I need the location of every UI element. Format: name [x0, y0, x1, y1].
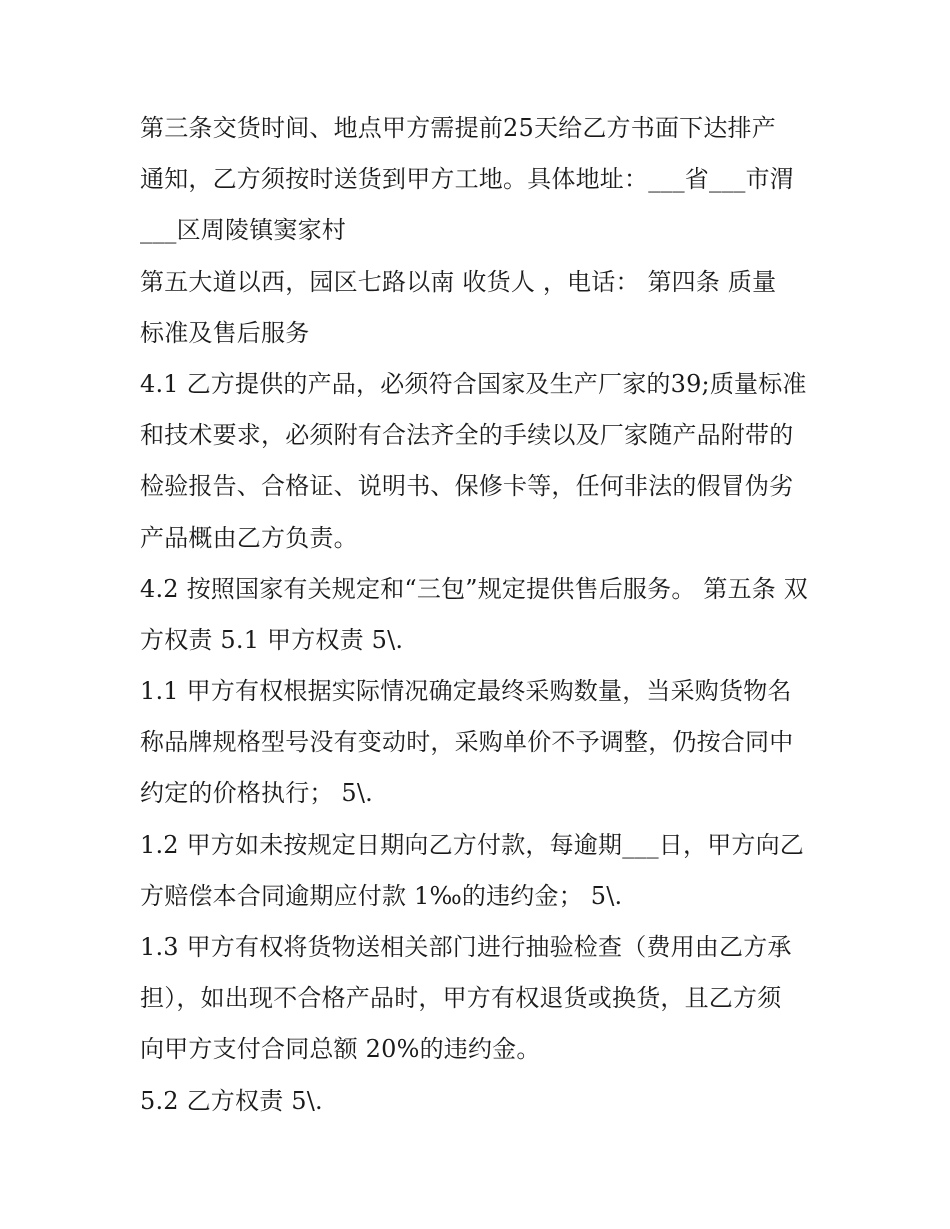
text-line: 产品概由乙方负责。 [140, 523, 358, 552]
text-line: 1.3 甲方有权将货物送相关部门进行抽验检查（费用由乙方承 [140, 933, 792, 961]
text-line: 5.2 乙方权责 5\. [140, 1086, 323, 1115]
document-page [140, 103, 820, 1127]
text-line: 约定的价格执行； 5\. [140, 779, 374, 808]
text-line: 方权责 5.1 甲方权责 5\. [140, 625, 404, 654]
text-line: 向甲方支付合同总额 20%的违约金。 [140, 1035, 541, 1064]
text-line: 称品牌规格型号没有变动时，采购单价不予调整，仍按合同中 [140, 728, 794, 757]
text-line: 第五大道以西，园区七路以南 收货人 ，电话： 第四条 质量 [140, 267, 777, 296]
text-line: 1.2 甲方如未按规定日期向乙方付款，每逾期___日，甲方向乙 [140, 830, 804, 859]
text-line: 第三条交货时间、地点甲方需提前25天给乙方书面下达排产 [140, 114, 776, 142]
text-line: 4.2 按照国家有关规定和“三包”规定提供售后服务。 第五条 双 [140, 574, 808, 603]
text-line: 方赔偿本合同逾期应付款 1‰的违约金； 5\. [140, 881, 623, 910]
text-line: 1.1 甲方有权根据实际情况确定最终采购数量，当采购货物名 [140, 677, 792, 706]
text-line: 检验报告、合格证、说明书、保修卡等，任何非法的假冒伪劣 [140, 472, 794, 501]
text-line: 和技术要求，必须附有合法齐全的手续以及厂家随产品附带的 [140, 421, 794, 450]
text-line: 标准及售后服务 [140, 318, 310, 347]
text-line: 4.1 乙方提供的产品，必须符合国家及生产厂家的39;质量标准 [140, 369, 807, 398]
text-line: ___区周陵镇窦家村 [140, 216, 346, 245]
text-line: 通知，乙方须按时送货到甲方工地。具体地址：___省___市渭 [140, 165, 794, 194]
text-line: 担），如出现不合格产品时，甲方有权退货或换货，且乙方须 [140, 984, 782, 1013]
